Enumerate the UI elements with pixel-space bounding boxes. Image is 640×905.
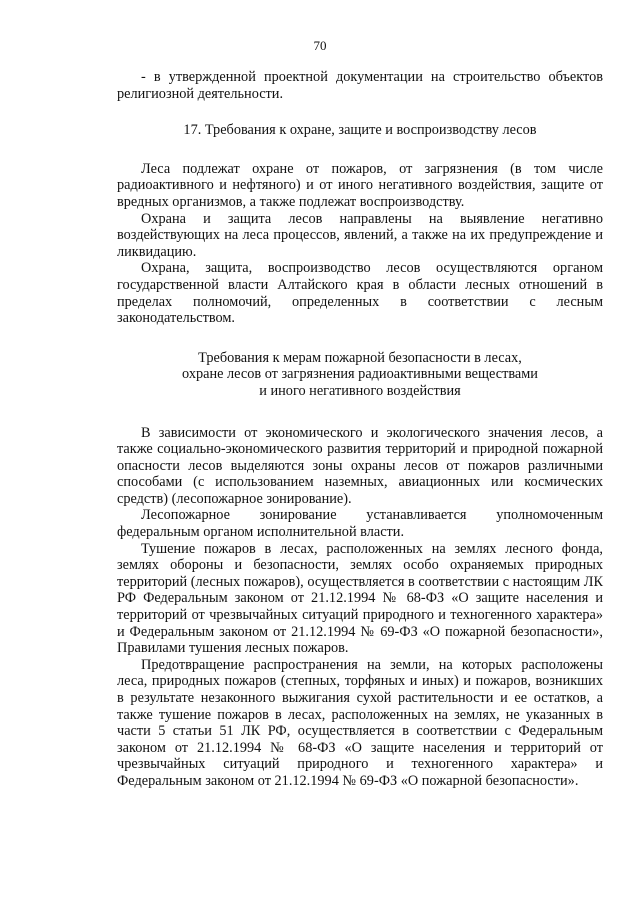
- paragraph: Предотвращение распространения на земли, на которых расположены леса, природных пожаров (степных, торфяных и иных) и пожаров, возникших в результате незаконного выжигания сухой растительности и ее остатков, а также тушение пожаров в лесах, расположенных на землях, не указанных в части 5 статьи 51 ЛК РФ, осуществляется в соответствии с Федеральным законом от 21.12.1994 № 68-ФЗ «О защите населения и территорий от чрезвычайных ситуаций природного и техногенного характера» и Федеральным законом от 21.12.1994 № 69-ФЗ «О пожарной безопасности».: [117, 656, 603, 789]
- paragraph: Лесопожарное зонирование устанавливается уполномоченным федеральным органом исполнительной власти.: [117, 507, 603, 541]
- heading-line: охране лесов от загрязнения радиоактивными веществами: [182, 366, 538, 383]
- paragraph: Леса подлежат охране от пожаров, от загрязнения (в том числе радиоактивного и нефтяного) и от иного негативного воздействия, защите от вредных организмов, а также подлежат воспроизводству.: [117, 160, 603, 210]
- paragraph: В зависимости от экономического и экологического значения лесов, а также социально-экономического развития территорий и природной пожарной опасности лесов выделяются зоны охраны лесов от пожаров различными способами (с использованием наземных, авиационных или космических средств) (лесопожарное зонирование).: [117, 424, 603, 507]
- fire-safety-heading: [117, 350, 603, 400]
- page-number: 70: [313, 38, 327, 53]
- paragraph: Охрана и защита лесов направлены на выявление негативно воздействующих на леса процессов, явлений, а также на их предупреждение и ликвидацию.: [117, 210, 603, 260]
- page-content: [117, 69, 603, 790]
- paragraph: Тушение пожаров в лесах, расположенных на землях лесного фонда, землях обороны и безопасности, землях особо охраняемых природных территорий (лесных пожаров), осуществляется в соответствии с настоящим ЛК РФ Федеральным законом от 21.12.1994 № 68-ФЗ «О защите населения и территорий от чрезвычайных ситуаций природного и техногенного характера» и Федеральным законом от 21.12.1994 № 69-ФЗ «О пожарной безопасности», Правилами тушения лесных пожаров.: [117, 540, 603, 657]
- section-17-heading: 17. Требования к охране, защите и воспроизводству лесов: [183, 122, 537, 139]
- paragraph: Охрана, защита, воспроизводство лесов осуществляются органом государственной власти Алтайского края в области лесных отношений в пределах полномочий, определенных в соответствии с лесным законодательством.: [117, 260, 603, 327]
- heading-line: Требования к мерам пожарной безопасности в лесах,: [198, 349, 522, 366]
- heading-line: и иного негативного воздействия: [259, 382, 461, 399]
- intro-paragraph: - в утвержденной проектной документации на строительство объектов религиозной деятельности.: [117, 69, 603, 102]
